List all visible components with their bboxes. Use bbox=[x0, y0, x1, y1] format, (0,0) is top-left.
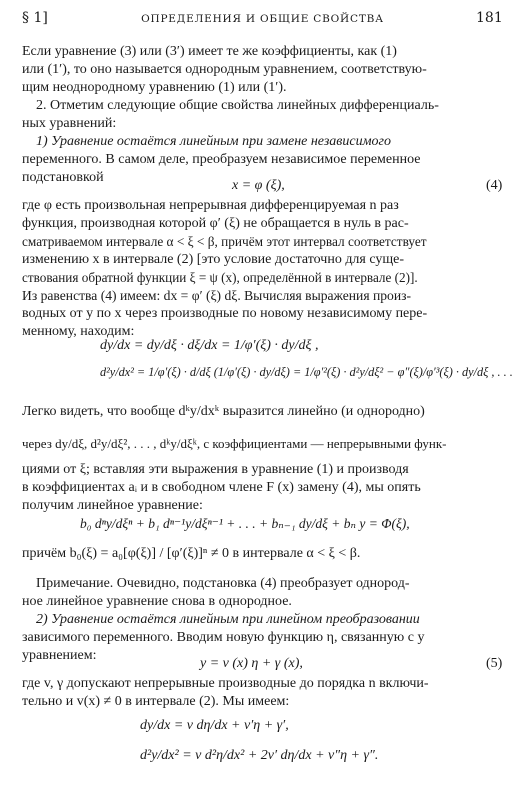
text-line: ное линейное уравнение снова в однородное. bbox=[22, 594, 292, 609]
text-line: в коэффициентах aᵢ и в свободном члене F (x) замену (4), мы опять bbox=[22, 480, 421, 495]
text-line: Если уравнение (3) или (3′) имеет те же коэффициенты, как (1) bbox=[22, 44, 397, 59]
equation-derivative-1: dy/dx = dy/dξ · dξ/dx = 1/φ′(ξ) · dy/dξ , bbox=[100, 338, 319, 353]
text-line: 2. Отметим следующие общие свойства линейных дифференциаль- bbox=[36, 98, 439, 113]
page-number: 181 bbox=[476, 10, 503, 26]
text-line: причём b₀(ξ) = a₀[φ(ξ)] / [φ′(ξ)]ⁿ ≠ 0 в интервале α < ξ < β. bbox=[22, 546, 361, 561]
equation-4: x = φ (ξ), bbox=[232, 178, 285, 193]
text-line: уравнением: bbox=[22, 648, 97, 663]
text-line: изменению x в интервале (2) [это условие достаточно для суще- bbox=[22, 252, 405, 267]
running-title: ОПРЕДЕЛЕНИЯ И ОБЩИЕ СВОЙСТВА bbox=[141, 13, 384, 25]
equation-linear: b₀ dⁿy/dξⁿ + b₁ dⁿ⁻¹y/dξⁿ⁻¹ + . . . + bₙ₋₁ dy/dξ + bₙ y = Φ(ξ), bbox=[80, 516, 410, 531]
text-line: или (1′), то оно называется однородным уравнением, соответствую- bbox=[22, 62, 427, 77]
text-line: водных от y по x через производные по новому независимому пере- bbox=[22, 306, 428, 321]
equation-derivative-v1: dy/dx = v dη/dx + v′η + γ′, bbox=[140, 718, 289, 733]
text-line: циями от ξ; вставляя эти выражения в уравнение (1) и производя bbox=[22, 462, 409, 477]
text-line: щим неоднородному уравнению (1) или (1′). bbox=[22, 80, 287, 95]
text-line: где φ есть произвольная непрерывная дифференцируемая n раз bbox=[22, 198, 399, 213]
text-line: Из равенства (4) имеем: dx = φ′ (ξ) dξ. Вычисляя выражения произ- bbox=[22, 288, 412, 303]
text-line: подстановкой bbox=[22, 170, 104, 185]
text-line: 1) Уравнение остаётся линейным при замене независимого bbox=[36, 134, 391, 149]
text-line: сматриваемом интервале α < ξ < β, причём этот интервал соответствует bbox=[22, 234, 427, 249]
text-line: менному, находим: bbox=[22, 324, 135, 339]
equation-derivative-v2: d²y/dx² = v d²η/dx² + 2v′ dη/dx + v″η + γ″. bbox=[140, 748, 379, 763]
text-line: Легко видеть, что вообще dᵏy/dxᵏ выразится линейно (и однородно) bbox=[22, 404, 425, 419]
equation-number: (5) bbox=[486, 656, 503, 671]
text-line: переменного. В самом деле, преобразуем независимое переменное bbox=[22, 152, 421, 167]
text-line: 2) Уравнение остаётся линейным при линейном преобразовании bbox=[36, 612, 420, 627]
equation-5: y = v (x) η + γ (x), bbox=[200, 656, 303, 671]
text-line: где v, γ допускают непрерывные производные до порядка n включи- bbox=[22, 676, 429, 691]
text-line: зависимого переменного. Вводим новую функцию η, связанную с y bbox=[22, 630, 425, 645]
equation-number: (4) bbox=[486, 178, 503, 193]
text-line: Примечание. Очевидно, подстановка (4) преобразует однород- bbox=[36, 576, 410, 591]
text-line: ствования обратной функции ξ = ψ (x), определённой в интервале (2)]. bbox=[22, 270, 418, 285]
section-ref: § 1] bbox=[22, 10, 48, 26]
text-line: через dy/dξ, d²y/dξ², . . . , dᵏy/dξᵏ, с коэффициентами — непрерывными функ- bbox=[22, 436, 447, 451]
text-line: получим линейное уравнение: bbox=[22, 498, 203, 513]
equation-derivative-2: d²y/dx² = 1/φ′(ξ) · d/dξ (1/φ′(ξ) · dy/dξ) = 1/φ′²(ξ) · d²y/dξ² − φ″(ξ)/φ′³(ξ) · dy/dξ , . . . bbox=[100, 365, 513, 379]
text-line: ных уравнений: bbox=[22, 116, 117, 131]
text-line: функция, производная которой φ′ (ξ) не обращается в нуль в рас- bbox=[22, 216, 409, 231]
text-line: тельно и v(x) ≠ 0 в интервале (2). Мы имеем: bbox=[22, 694, 290, 709]
